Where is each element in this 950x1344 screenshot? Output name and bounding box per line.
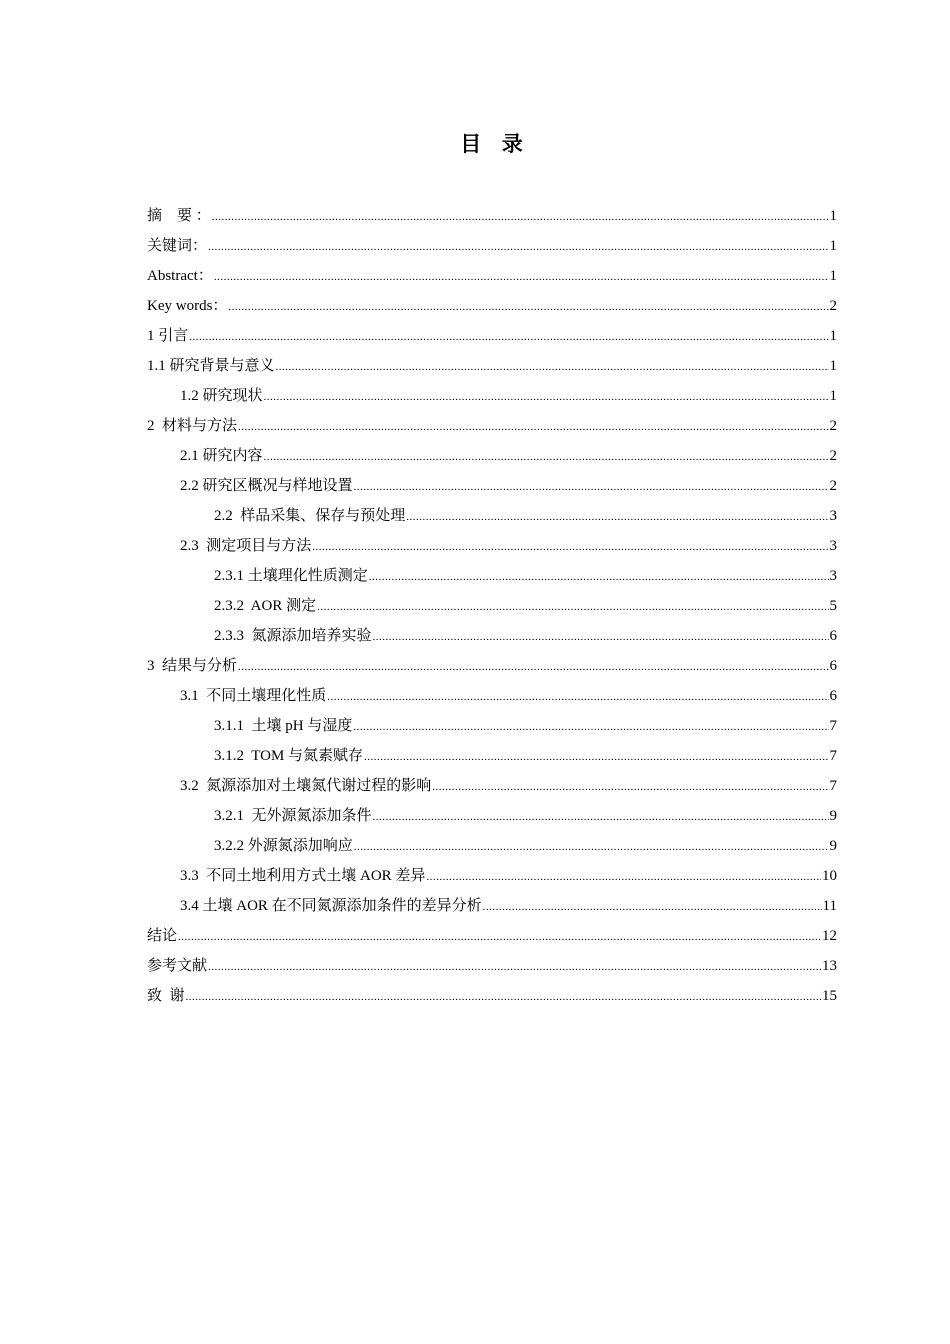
toc-entry [147, 681, 837, 711]
toc-dot-leader [264, 441, 829, 472]
toc-entry-page-number: 1 [829, 328, 837, 344]
toc-dot-leader [238, 411, 828, 442]
toc-entry-label: 3.1 不同土壤理化性质 [180, 688, 327, 704]
toc-entry [147, 561, 837, 591]
toc-entry [147, 441, 837, 471]
toc-entry-page-number: 2 [829, 478, 837, 494]
toc-dot-leader [432, 771, 828, 802]
toc-entry-label: 1.2 研究现状 [180, 388, 263, 404]
toc-dot-leader [406, 501, 828, 532]
toc-dot-leader [327, 681, 828, 712]
toc-dot-leader [483, 891, 822, 922]
toc-entry-page-number: 1 [829, 358, 837, 374]
toc-entry-page-number: 7 [829, 778, 837, 794]
toc-entry-label: 2.3.2 AOR 测定 [214, 598, 317, 614]
toc-dot-leader [212, 201, 829, 232]
toc-entry-page-number: 15 [822, 988, 837, 1004]
toc-entry-label: 3.2.2 外源氮添加响应 [214, 838, 353, 854]
toc-entry-page-number: 13 [822, 958, 837, 974]
toc-entry-page-number: 6 [829, 658, 837, 674]
toc-entry [147, 651, 837, 681]
toc-entry-page-number: 11 [822, 898, 837, 914]
toc-entry [147, 291, 837, 321]
toc-entry-label: 1 引言 [147, 328, 189, 344]
toc-entry-label: 参考文献 [147, 958, 208, 974]
toc-entry-label: Key words： [147, 298, 228, 314]
toc-entry [147, 621, 837, 651]
toc-entry-label: 2.2 样品采集、保存与预处理 [214, 508, 406, 524]
toc-entry-label: 关键词： [147, 238, 208, 254]
toc-entry-page-number: 7 [829, 718, 837, 734]
toc-entry [147, 891, 837, 921]
toc-dot-leader [373, 621, 829, 652]
toc-entry [147, 321, 837, 351]
toc-entry [147, 801, 837, 831]
toc-dot-leader [364, 741, 828, 772]
toc-entry [147, 471, 837, 501]
toc-entry [147, 351, 837, 381]
toc-entry-label: 3.1.1 土壤 pH 与湿度 [214, 718, 353, 734]
toc-entry-label: 3.3 不同土地利用方式土壤 AOR 差异 [180, 868, 426, 884]
toc-entry [147, 531, 837, 561]
toc-entry-label: 2.3.1 土壤理化性质测定 [214, 568, 368, 584]
toc-entry-label: 3 结果与分析 [147, 658, 238, 674]
toc-entry [147, 381, 837, 411]
toc-dot-leader [312, 531, 828, 562]
toc-entry-label: 2 材料与方法 [147, 418, 238, 434]
toc-entry-label: 摘 要 ： [147, 208, 211, 224]
toc-entry [147, 501, 837, 531]
toc-entry [147, 411, 837, 441]
toc-entry [147, 201, 837, 231]
toc-entry-label: 致 谢 [147, 988, 185, 1004]
toc-entry-label: 3.4 土壤 AOR 在不同氮源添加条件的差异分析 [180, 898, 482, 914]
toc-entry [147, 741, 837, 771]
toc-entry-label: 3.2 氮源添加对土壤氮代谢过程的影响 [180, 778, 432, 794]
toc-entry-label: 3.1.2 TOM 与氮素赋存 [214, 748, 364, 764]
toc-dot-leader [317, 591, 828, 622]
toc-entry-page-number: 9 [829, 808, 837, 824]
toc-entry-label: 结论 [147, 928, 178, 944]
toc-entry [147, 831, 837, 861]
toc-entry-label: 1.1 研究背景与意义 [147, 358, 275, 374]
toc-entry-label: 2.3.3 氮源添加培养实验 [214, 628, 372, 644]
toc-entry [147, 231, 837, 261]
toc-dot-leader [214, 261, 829, 292]
toc-entry [147, 591, 837, 621]
toc-list [147, 201, 837, 1011]
toc-entry-page-number: 6 [829, 688, 837, 704]
toc-dot-leader [353, 711, 828, 742]
toc-entry-page-number: 1 [829, 388, 837, 404]
toc-entry-page-number: 5 [829, 598, 837, 614]
toc-dot-leader [178, 921, 821, 952]
toc-dot-leader [228, 291, 828, 322]
toc-entry [147, 951, 837, 981]
toc-entry [147, 771, 837, 801]
toc-dot-leader [189, 321, 828, 352]
toc-entry-page-number: 3 [829, 508, 837, 524]
toc-dot-leader [208, 231, 828, 262]
toc-dot-leader [373, 801, 829, 832]
toc-entry-page-number: 3 [829, 538, 837, 554]
toc-dot-leader [369, 561, 829, 592]
toc-entry-page-number: 1 [829, 208, 837, 224]
toc-entry-page-number: 7 [829, 748, 837, 764]
toc-entry-page-number: 1 [829, 238, 837, 254]
toc-dot-leader [186, 981, 821, 1012]
toc-dot-leader [354, 471, 829, 502]
toc-entry-label: 2.1 研究内容 [180, 448, 263, 464]
toc-entry-label: Abstract： [147, 268, 213, 284]
toc-entry-page-number: 6 [829, 628, 837, 644]
toc-entry-page-number: 12 [822, 928, 837, 944]
toc-entry-label: 2.3 测定项目与方法 [180, 538, 312, 554]
toc-entry-page-number: 9 [829, 838, 837, 854]
toc-entry-page-number: 2 [829, 418, 837, 434]
toc-dot-leader [354, 831, 829, 862]
toc-entry [147, 921, 837, 951]
toc-entry-page-number: 2 [829, 448, 837, 464]
toc-entry [147, 711, 837, 741]
toc-dot-leader [264, 381, 829, 412]
toc-entry-page-number: 2 [829, 298, 837, 314]
toc-entry [147, 861, 837, 891]
toc-entry [147, 981, 837, 1011]
toc-entry-label: 3.2.1 无外源氮添加条件 [214, 808, 372, 824]
toc-dot-leader [426, 861, 821, 892]
toc-entry-page-number: 10 [822, 868, 837, 884]
toc-dot-leader [238, 651, 828, 682]
toc-dot-leader [276, 351, 829, 382]
toc-entry-page-number: 1 [829, 268, 837, 284]
toc-entry [147, 261, 837, 291]
toc-title: 目 录 [460, 132, 525, 156]
toc-entry-label: 2.2 研究区概况与样地设置 [180, 478, 353, 494]
toc-dot-leader [208, 951, 821, 982]
toc-entry-page-number: 3 [829, 568, 837, 584]
